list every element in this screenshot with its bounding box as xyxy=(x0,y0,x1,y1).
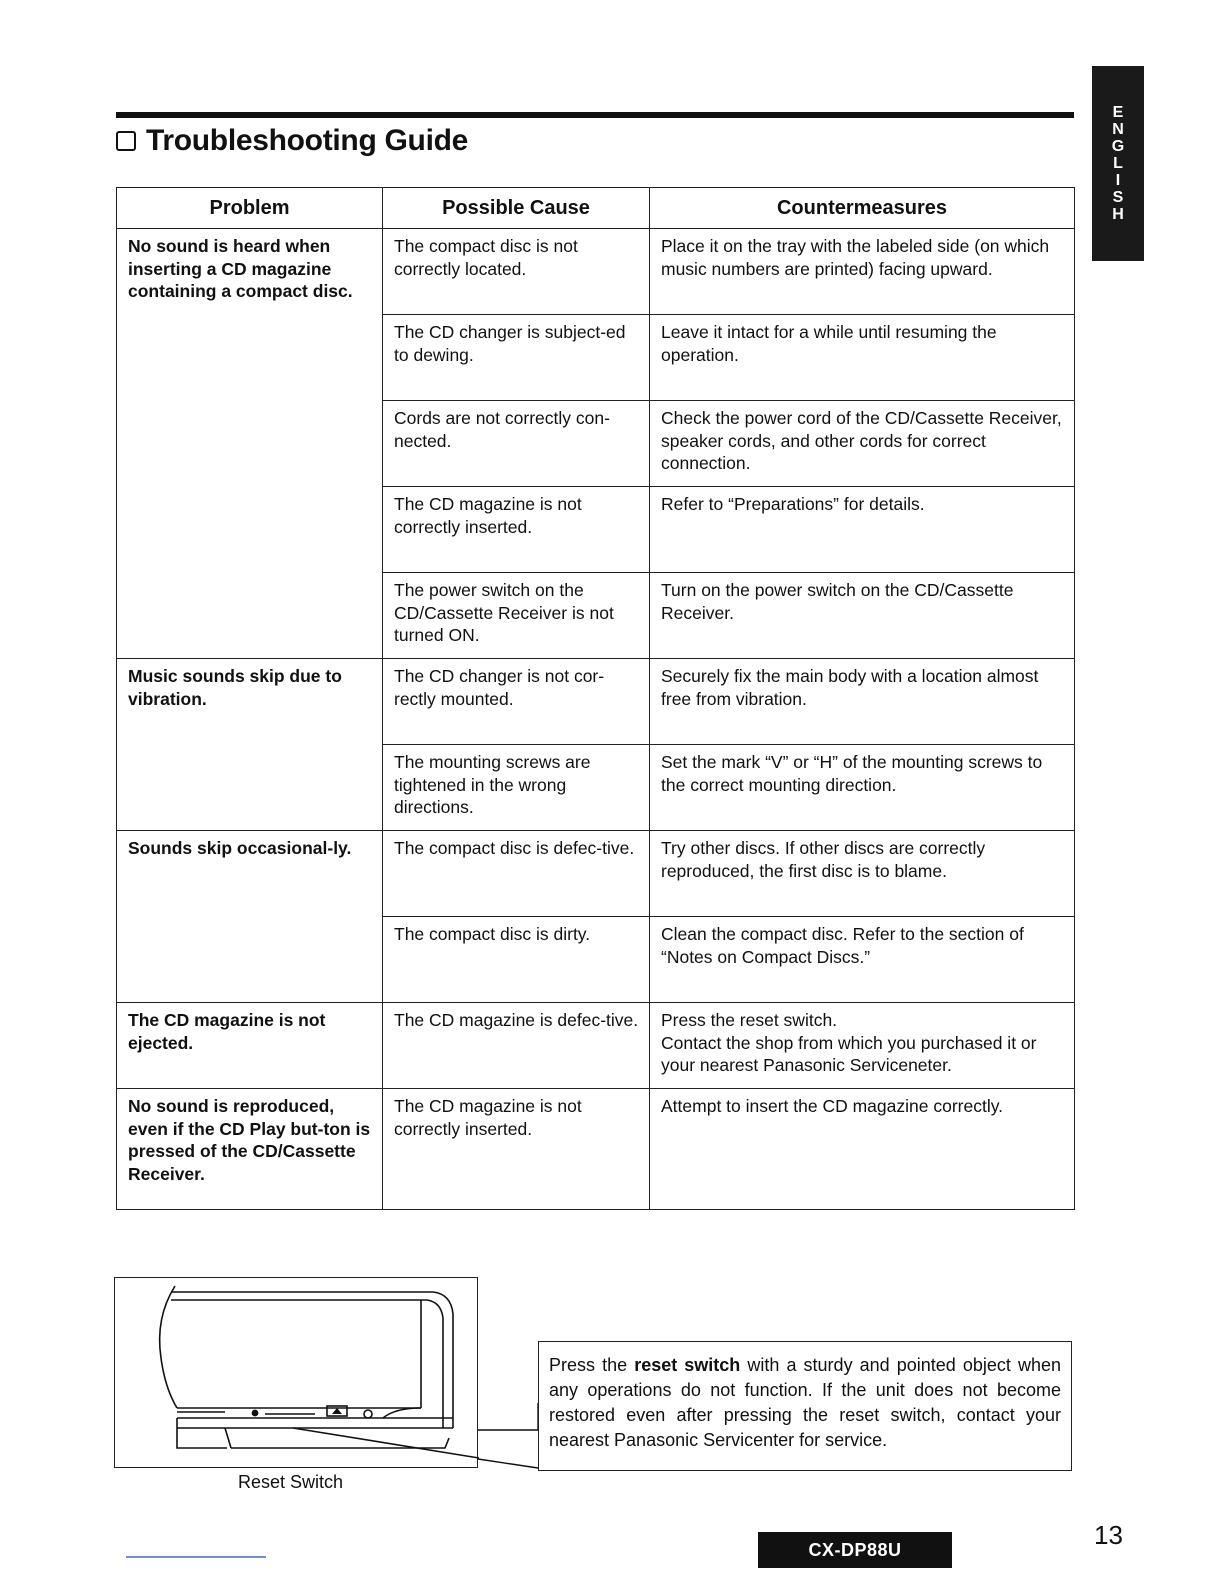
countermeasure-cell: Leave it intact for a while until resuming the operation. xyxy=(650,315,1075,401)
reset-switch-dot xyxy=(252,1410,259,1417)
cause-cell: The compact disc is dirty. xyxy=(383,917,650,1003)
language-letter: H xyxy=(1112,206,1124,223)
countermeasure-cell: Securely fix the main body with a location almost free from vibration. xyxy=(650,659,1075,745)
table-header-row xyxy=(117,188,1075,229)
table-row xyxy=(117,1003,1075,1089)
reset-switch-caption: Reset Switch xyxy=(238,1472,344,1492)
cause-cell: The CD changer is subject-ed to dewing. xyxy=(383,315,650,401)
cause-cell: The CD changer is not cor-rectly mounted. xyxy=(383,659,650,745)
language-letter: L xyxy=(1113,155,1123,172)
countermeasure-cell: Attempt to insert the CD magazine correctly. xyxy=(650,1089,1075,1210)
countermeasure-cell: Place it on the tray with the labeled side (on which music numbers are printed) facing upward. xyxy=(650,229,1075,315)
header-countermeasures: Countermeasures xyxy=(650,188,1075,229)
header-possible-cause: Possible Cause xyxy=(383,188,650,229)
table-row xyxy=(117,229,1075,315)
header-problem: Problem xyxy=(117,188,383,229)
table-row xyxy=(117,659,1075,745)
language-tab-english xyxy=(1092,66,1144,261)
page-title: Troubleshooting Guide xyxy=(146,124,469,157)
countermeasure-cell: Set the mark “V” or “H” of the mounting screws to the correct mounting direction. xyxy=(650,745,1075,831)
cause-cell: The compact disc is defec-tive. xyxy=(383,831,650,917)
page-number: 13 xyxy=(1094,1520,1123,1550)
table-row xyxy=(117,831,1075,917)
cause-cell: The CD magazine is not correctly inserted. xyxy=(383,487,650,573)
cause-cell: The CD magazine is defec-tive. xyxy=(383,1003,650,1089)
model-number-badge: CX-DP88U xyxy=(758,1532,952,1568)
table-row xyxy=(117,1089,1075,1210)
section-title xyxy=(116,124,468,158)
checkbox-square-icon xyxy=(116,131,136,151)
reset-instructions-box xyxy=(538,1341,1072,1471)
cause-cell: The mounting screws are tightened in the wrong directions. xyxy=(383,745,650,831)
problem-cell: No sound is reproduced, even if the CD Play but-ton is pressed of the CD/Cassette Receiver. xyxy=(117,1089,383,1210)
footer-line xyxy=(126,1556,266,1558)
countermeasure-cell: Try other discs. If other discs are correctly reproduced, the first disc is to blame. xyxy=(650,831,1075,917)
reset-note-bold: reset switch xyxy=(634,1355,741,1375)
problem-cell: The CD magazine is not ejected. xyxy=(117,1003,383,1089)
cd-changer-illustration xyxy=(115,1278,479,1469)
language-letter: I xyxy=(1115,172,1121,189)
problem-cell: Sounds skip occasional-ly. xyxy=(117,831,383,1003)
problem-cell: No sound is heard when inserting a CD magazine containing a compact disc. xyxy=(117,229,383,659)
cause-cell: The power switch on the CD/Cassette Receiver is not turned ON. xyxy=(383,573,650,659)
countermeasure-cell: Turn on the power switch on the CD/Cassette Receiver. xyxy=(650,573,1075,659)
troubleshooting-table xyxy=(116,187,1075,1210)
top-rule xyxy=(116,112,1074,118)
countermeasure-cell: Clean the compact disc. Refer to the section of “Notes on Compact Discs.” xyxy=(650,917,1075,1003)
reset-switch-figure xyxy=(114,1277,478,1468)
cause-cell: Cords are not correctly con-nected. xyxy=(383,401,650,487)
reset-note-text-before: Press the xyxy=(549,1355,635,1375)
language-letter: N xyxy=(1112,121,1124,138)
language-letter: G xyxy=(1111,138,1125,155)
countermeasure-cell: Press the reset switch. Contact the shop from which you purchased it or your nearest Panasonic Serviceneter. xyxy=(650,1003,1075,1089)
language-letter: S xyxy=(1112,189,1124,206)
countermeasure-cell: Check the power cord of the CD/Cassette Receiver, speaker cords, and other cords for correct connection. xyxy=(650,401,1075,487)
cause-cell: The compact disc is not correctly located. xyxy=(383,229,650,315)
problem-cell: Music sounds skip due to vibration. xyxy=(117,659,383,831)
countermeasure-cell: Refer to “Preparations” for details. xyxy=(650,487,1075,573)
cause-cell: The CD magazine is not correctly inserted. xyxy=(383,1089,650,1210)
language-letter: E xyxy=(1112,104,1124,121)
reset-note-text-after: with a sturdy and pointed object when any operations do not function. If the unit does not become restored even after pressing the reset switch, contact your nearest Panasonic Servicenter for service. xyxy=(549,1355,1061,1450)
